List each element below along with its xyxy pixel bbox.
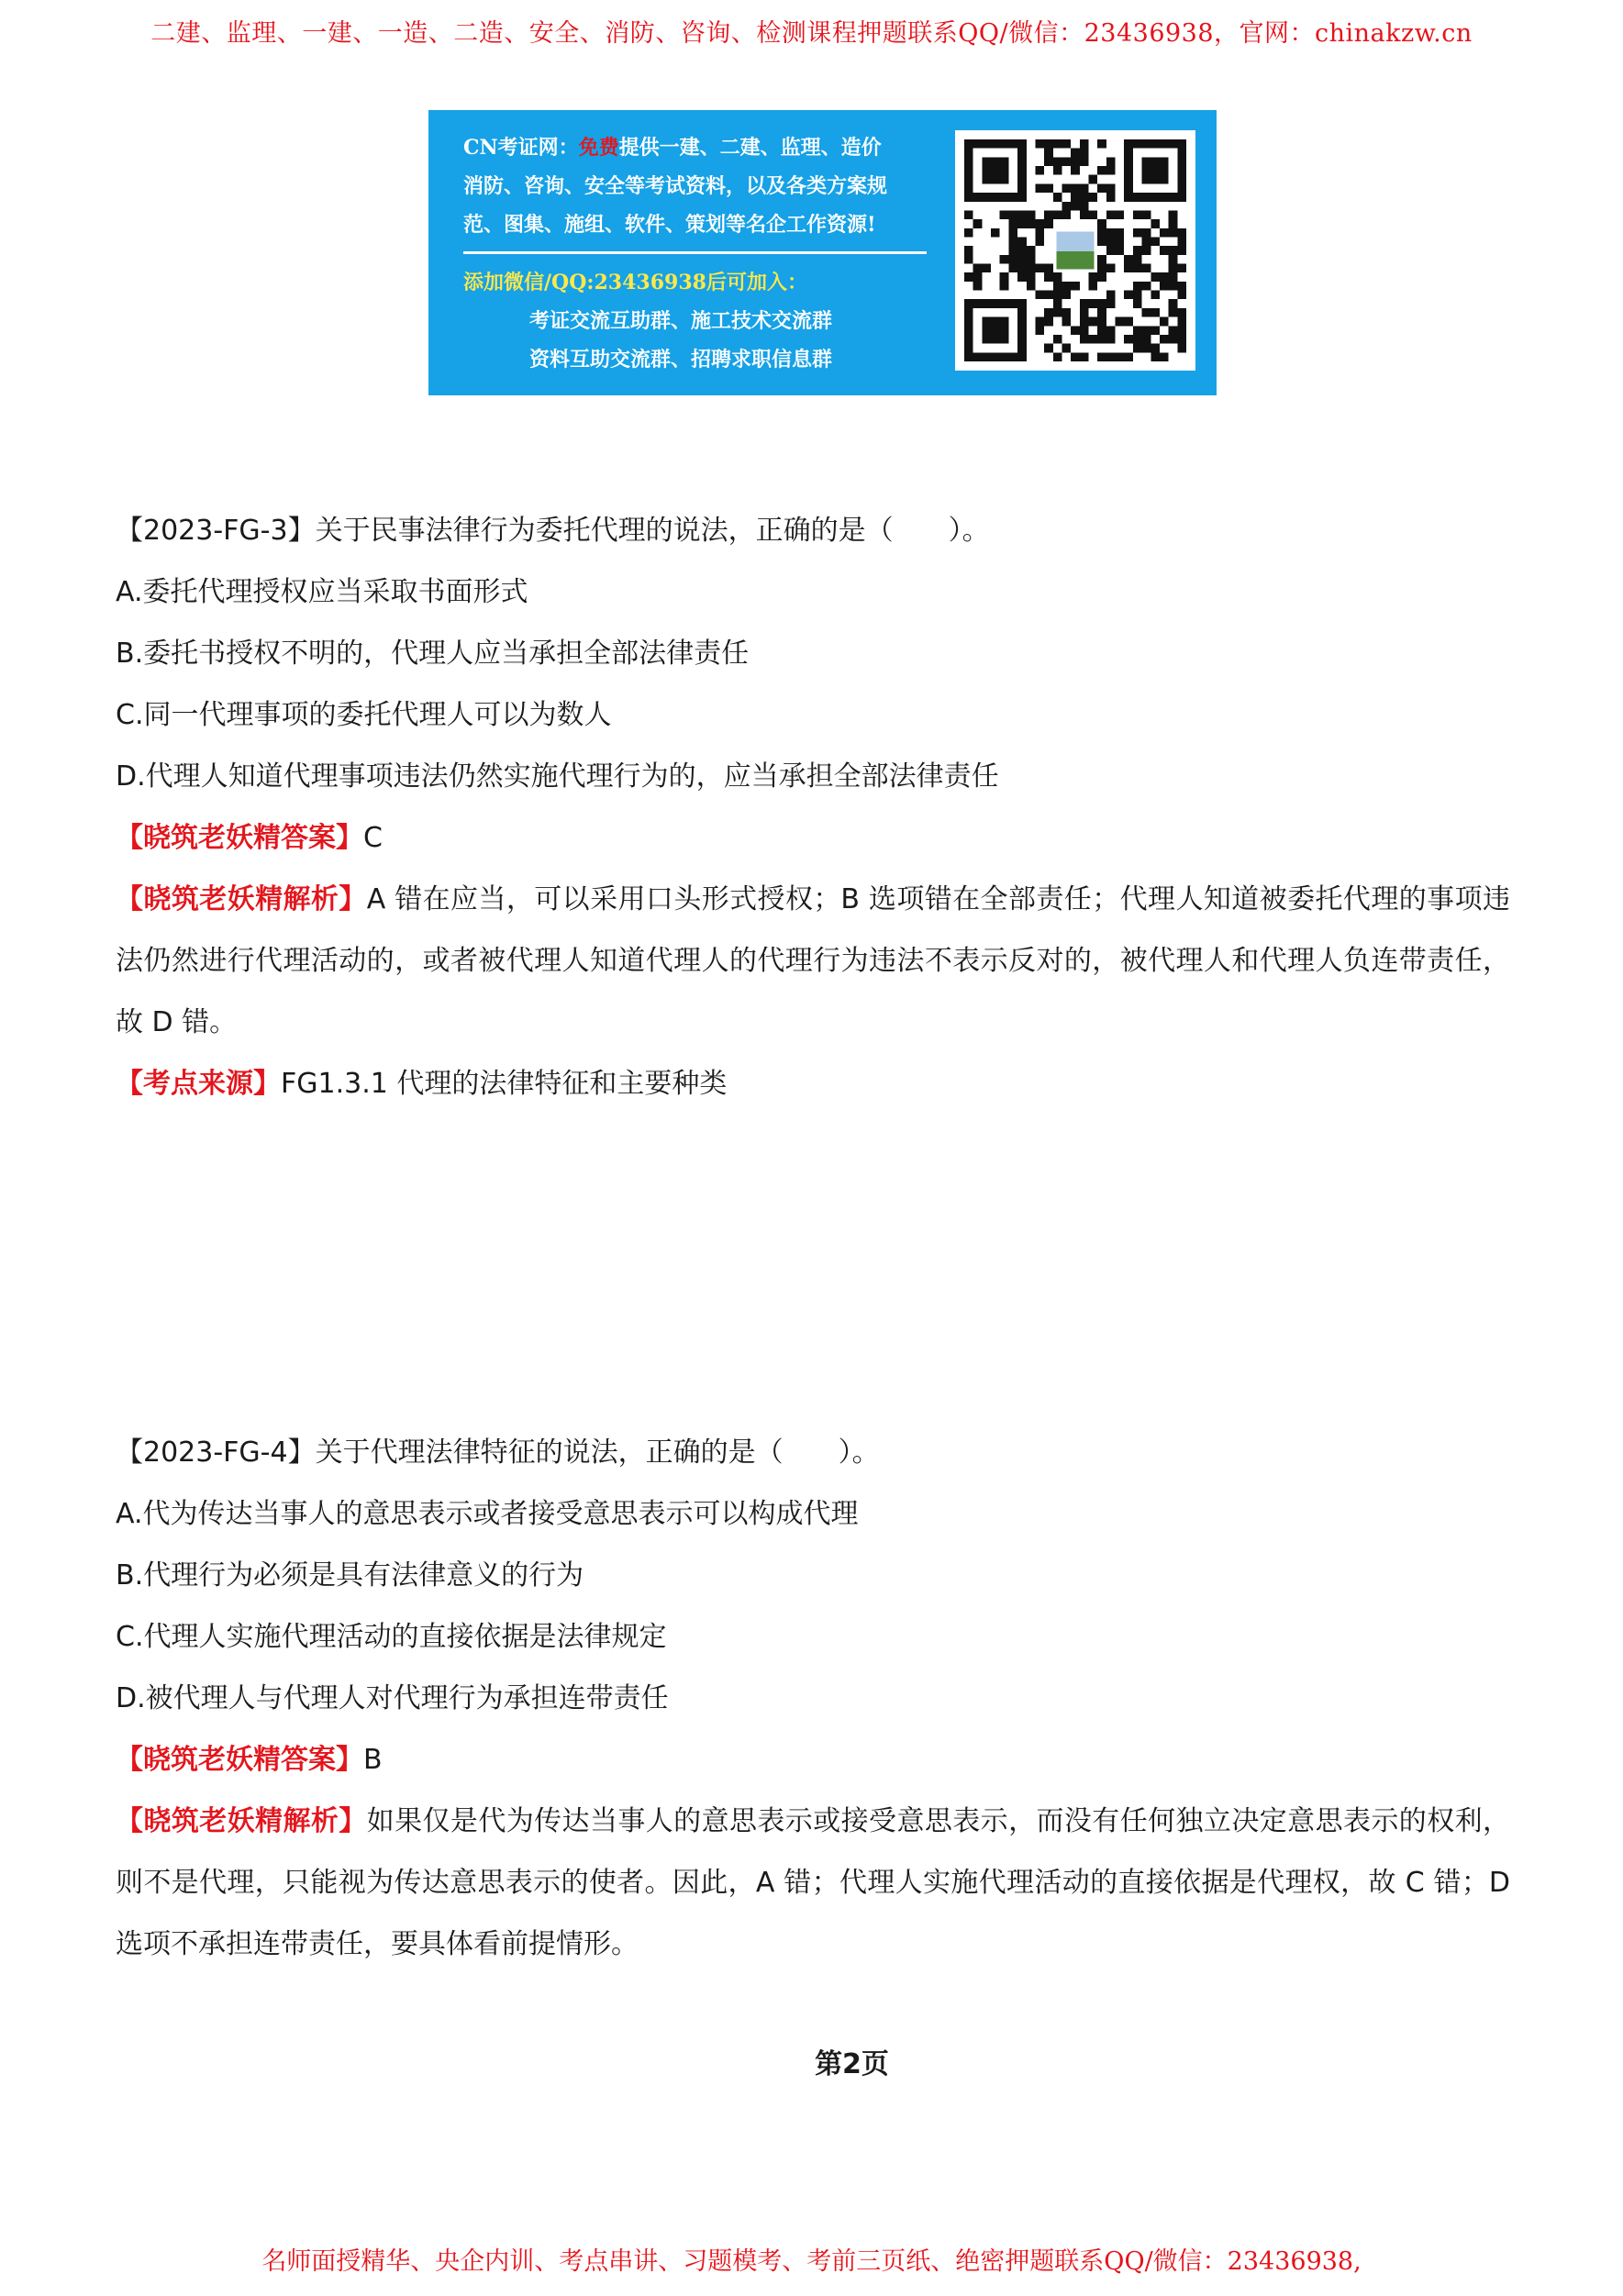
- promo-text: [463, 128, 940, 379]
- analysis-tag: 【晓筑老妖精解析】: [116, 1805, 367, 1837]
- answer-value: B: [363, 1744, 383, 1776]
- analysis-tag: 【晓筑老妖精解析】: [116, 883, 367, 915]
- question-1-source: [116, 1053, 1510, 1115]
- question-1: [116, 500, 1510, 1115]
- question-2-analysis: [116, 1791, 1510, 1975]
- analysis-text: 如果仅是代为传达当事人的意思表示或接受意思表示，而没有任何独立决定意思表示的权利，则不是代理，只能视为传达意思表示的使者。因此，A 错；代理人实施代理活动的直接依据是代理权，故 C 错；D 选项不承担连带责任，要具体看前提情形。: [116, 1805, 1511, 1960]
- question-2-stem: 【2023-FG-4】关于代理法律特征的说法，正确的是（ ）。: [116, 1436, 880, 1469]
- question-1-stem: 【2023-FG-3】关于民事法律行为委托代理的说法，正确的是（ ）。: [116, 515, 990, 547]
- promo-line-1-rest: 提供一建、二建、监理、造价: [618, 136, 882, 160]
- promo-group-2: 资料互助交流群、招聘求职信息群: [529, 348, 833, 372]
- question-1-answer: [116, 807, 1510, 869]
- qr-code-icon[interactable]: [955, 130, 1195, 371]
- answer-tag: 【晓筑老妖精答案】: [116, 1744, 363, 1776]
- answer-value: C: [363, 822, 383, 854]
- question-2-option-d: D.被代理人与代理人对代理行为承担连带责任: [116, 1682, 669, 1714]
- footer-banner: 名师面授精华、央企内训、考点串讲、习题模考、考前三页纸、绝密押题联系QQ/微信：23436938,: [261, 2247, 1362, 2276]
- promo-line-3: 范、图集、施组、软件、策划等名企工作资源!: [463, 213, 876, 237]
- promo-divider: [463, 251, 927, 254]
- question-1-option-c: C.同一代理事项的委托代理人可以为数人: [116, 699, 612, 731]
- question-2-option-b: B.代理行为必须是具有法律意义的行为: [116, 1559, 584, 1592]
- answer-tag: 【晓筑老妖精答案】: [116, 822, 363, 854]
- analysis-text: A 错在应当，可以采用口头形式授权；B 选项错在全部责任；代理人知道被委托代理的事项违法仍然进行代理活动的，或者被代理人知道代理人的代理行为违法不表示反对的，被代理人和代理人负连带责任，故 D 错。: [116, 883, 1510, 1038]
- qr-code-graphic: [964, 139, 1186, 361]
- header-banner: 二建、监理、一建、一造、二造、安全、消防、咨询、检测课程押题联系QQ/微信：23436938，官网：chinakzw.cn: [150, 19, 1473, 48]
- promo-site-name: CN考证网：: [463, 136, 579, 160]
- promo-line-1: [463, 128, 940, 167]
- question-1-option-d: D.代理人知道代理事项违法仍然实施代理行为的，应当承担全部法律责任: [116, 760, 999, 793]
- question-2-option-c: C.代理人实施代理活动的直接依据是法律规定: [116, 1621, 667, 1653]
- question-2-option-a: A.代为传达当事人的意思表示或者接受意思表示可以构成代理: [116, 1498, 859, 1530]
- question-1-option-a: A.委托代理授权应当采取书面形式: [116, 576, 528, 608]
- promo-line-2: 消防、咨询、安全等考试资料，以及各类方案规: [463, 174, 888, 198]
- question-1-option-b: B.委托书授权不明的，代理人应当承担全部法律责任: [116, 638, 750, 670]
- promo-free-label: 免费: [578, 136, 619, 160]
- promo-group-1: 考证交流互助群、施工技术交流群: [529, 309, 833, 333]
- promo-join-text: 添加微信/QQ:23436938后可加入：: [463, 271, 807, 294]
- question-2-answer: [116, 1729, 1510, 1791]
- question-2: [116, 1422, 1510, 1975]
- promo-banner[interactable]: [428, 110, 1217, 395]
- source-text: FG1.3.1 代理的法律特征和主要种类: [281, 1068, 728, 1100]
- source-tag: 【考点来源】: [116, 1068, 281, 1100]
- page-number: 第2页: [815, 2048, 889, 2080]
- question-1-analysis: [116, 869, 1510, 1053]
